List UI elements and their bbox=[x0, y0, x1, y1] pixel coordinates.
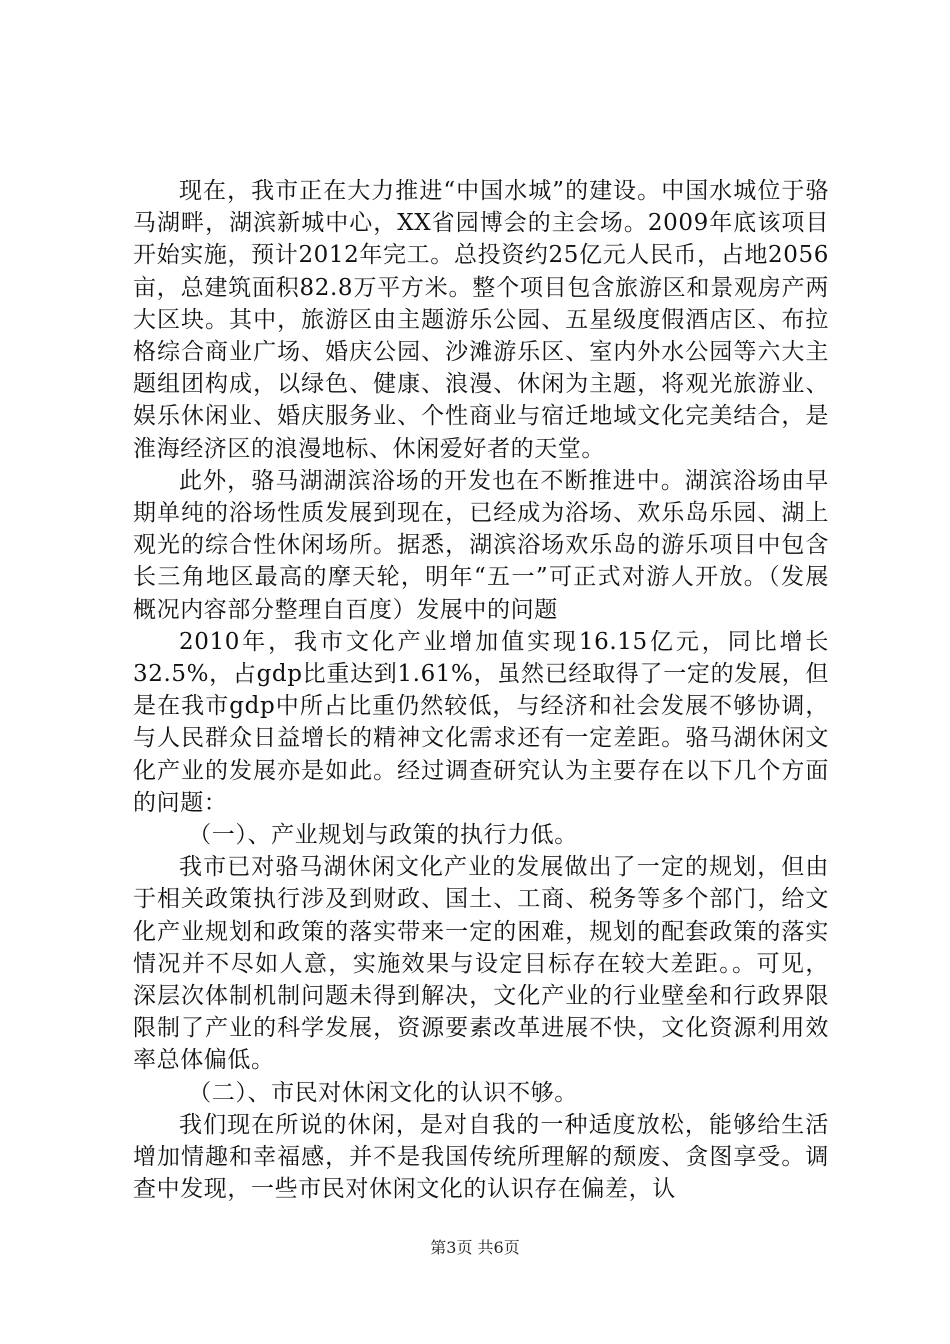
paragraph-china-water-city: 现在，我市正在大力推进“中国水城”的建设。中国水城位于骆马湖畔，湖滨新城中心，XX省园博会的主会场。2009年底该项目开始实施，预计2012年完工。总投资约25亿元人民币，占地2056亩，总建筑面积82.8万平方米。整个项目包含旅游区和景观房产两大区块。其中，旅游区由主题游乐公园、五星级度假酒店区、布拉格综合商业广场、婚庆公园、沙滩游乐区、室内外水公园等六大主题组团构成，以绿色、健康、浪漫、休闲为主题，将观光旅游业、娱乐休闲业、婚庆服务业、个性商业与宿迁地域文化完美结合，是淮海经济区的浪漫地标、休闲爱好者的天堂。 bbox=[133, 178, 829, 462]
paragraph-culture-industry-2010: 2010年，我市文化产业增加值实现16.15亿元，同比增长32.5%，占gdp比重达到1.61%，虽然已经取得了一定的发展，但是在我市gdp中所占比重仍然较低，与经济和社会发展不够协调，与人民群众日益增长的精神文化需求还有一定差距。骆马湖休闲文化产业的发展亦是如此。经过调查研究认为主要存在以下几个方面的问题： bbox=[133, 628, 829, 816]
section-heading-2: （二）、市民对休闲文化的认识不够。 bbox=[188, 1079, 578, 1106]
paragraph-leisure-awareness: 我们现在所说的休闲，是对自我的一种适度放松，能够给生活增加情趣和幸福感，并不是我国传统所理解的颓废、贪图享受。调查中发现，一些市民对休闲文化的认识存在偏差，认 bbox=[133, 1111, 829, 1203]
document-body bbox=[133, 175, 829, 1206]
page-footer: 第3页 共6页 bbox=[430, 1238, 520, 1257]
paragraph-lakeside-beach: 此外，骆马湖湖滨浴场的开发也在不断推进中。湖滨浴场由早期单纯的浴场性质发展到现在，已经成为浴场、欢乐岛乐园、湖上观光的综合性休闲场所。据悉，湖滨浴场欢乐岛的游乐项目中包含长三角地区最高的摩天轮，明年“五一”可正式对游人开放。（发展概况内容部分整理自百度）发展中的问题 bbox=[133, 467, 829, 623]
section-heading-1: （一）、产业规划与政策的执行力低。 bbox=[188, 822, 578, 849]
paragraph-planning-policy: 我市已对骆马湖休闲文化产业的发展做出了一定的规划，但由于相关政策执行涉及到财政、国土、工商、税务等多个部门，给文化产业规划和政策的落实带来一定的困难，规划的配套政策的落实情况并不尽如人意，实施效果与设定目标存在较大差距。。可见，深层次体制机制问题未得到解决，文化产业的行业壁垒和行政界限限制了产业的科学发展，资源要素改革进展不快，文化资源利用效率总体偏低。 bbox=[133, 854, 829, 1074]
